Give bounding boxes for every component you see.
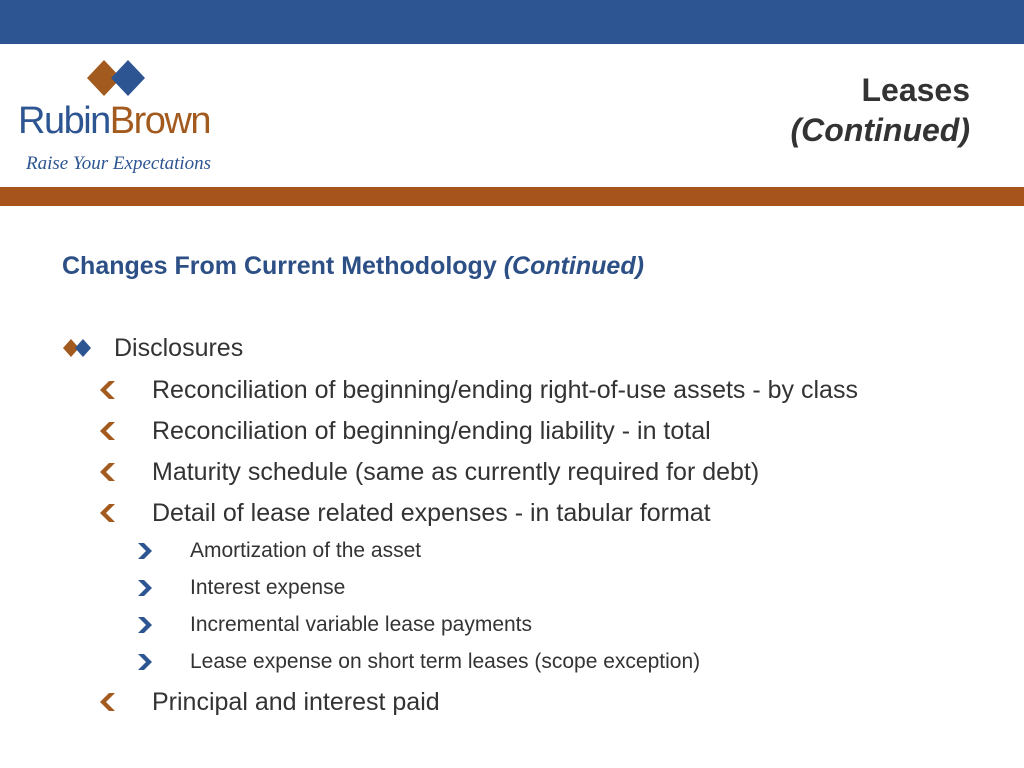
chevron-right-bullet-icon (138, 654, 152, 670)
section-heading-suffix: (Continued) (503, 252, 644, 280)
logo-word-brown: Brown (109, 100, 211, 142)
sub-list-item-label: Interest expense (190, 576, 346, 599)
accent-brown-bar (0, 187, 1024, 206)
chevron-left-bullet-icon (100, 422, 116, 440)
chevron-right-bullet-icon (138, 580, 152, 596)
list-item-label: Reconciliation of beginning/ending liability - in total (152, 417, 711, 445)
list-item-label: Disclosures (114, 334, 244, 362)
chevron-right-bullet-icon (138, 543, 152, 559)
chevron-left-bullet-icon (100, 381, 116, 399)
double-diamond-bullet-icon (62, 338, 94, 358)
chevron-left-bullet-icon (100, 463, 116, 481)
company-logo (18, 58, 243, 178)
list-item-label: Detail of lease related expenses - in tabular format (152, 499, 711, 527)
list-item-label: Principal and interest paid (152, 688, 440, 716)
chevron-left-bullet-icon (100, 693, 116, 711)
top-blue-bar (0, 0, 1024, 44)
sub-list-item-label: Amortization of the asset (190, 539, 422, 562)
logo-diamonds-icon (86, 58, 156, 98)
sub-list-item-label: Lease expense on short term leases (scope exception) (190, 650, 701, 673)
slide-title: Leases (861, 72, 970, 108)
slide-subtitle: (Continued) (790, 112, 970, 148)
section-heading (62, 252, 644, 281)
logo-word-rubin: Rubin (18, 100, 110, 142)
list-item-label: Reconciliation of beginning/ending right-of-use assets - by class (152, 376, 858, 404)
sub-list-item-label: Incremental variable lease payments (190, 613, 533, 636)
logo-wordmark (18, 100, 210, 143)
chevron-left-bullet-icon (100, 504, 116, 522)
chevron-right-bullet-icon (138, 617, 152, 633)
section-heading-text: Changes From Current Methodology (62, 252, 497, 280)
logo-tagline: Raise Your Expectations (26, 153, 212, 174)
slide-title-block (791, 70, 971, 150)
list-item-label: Maturity schedule (same as currently required for debt) (152, 458, 760, 486)
